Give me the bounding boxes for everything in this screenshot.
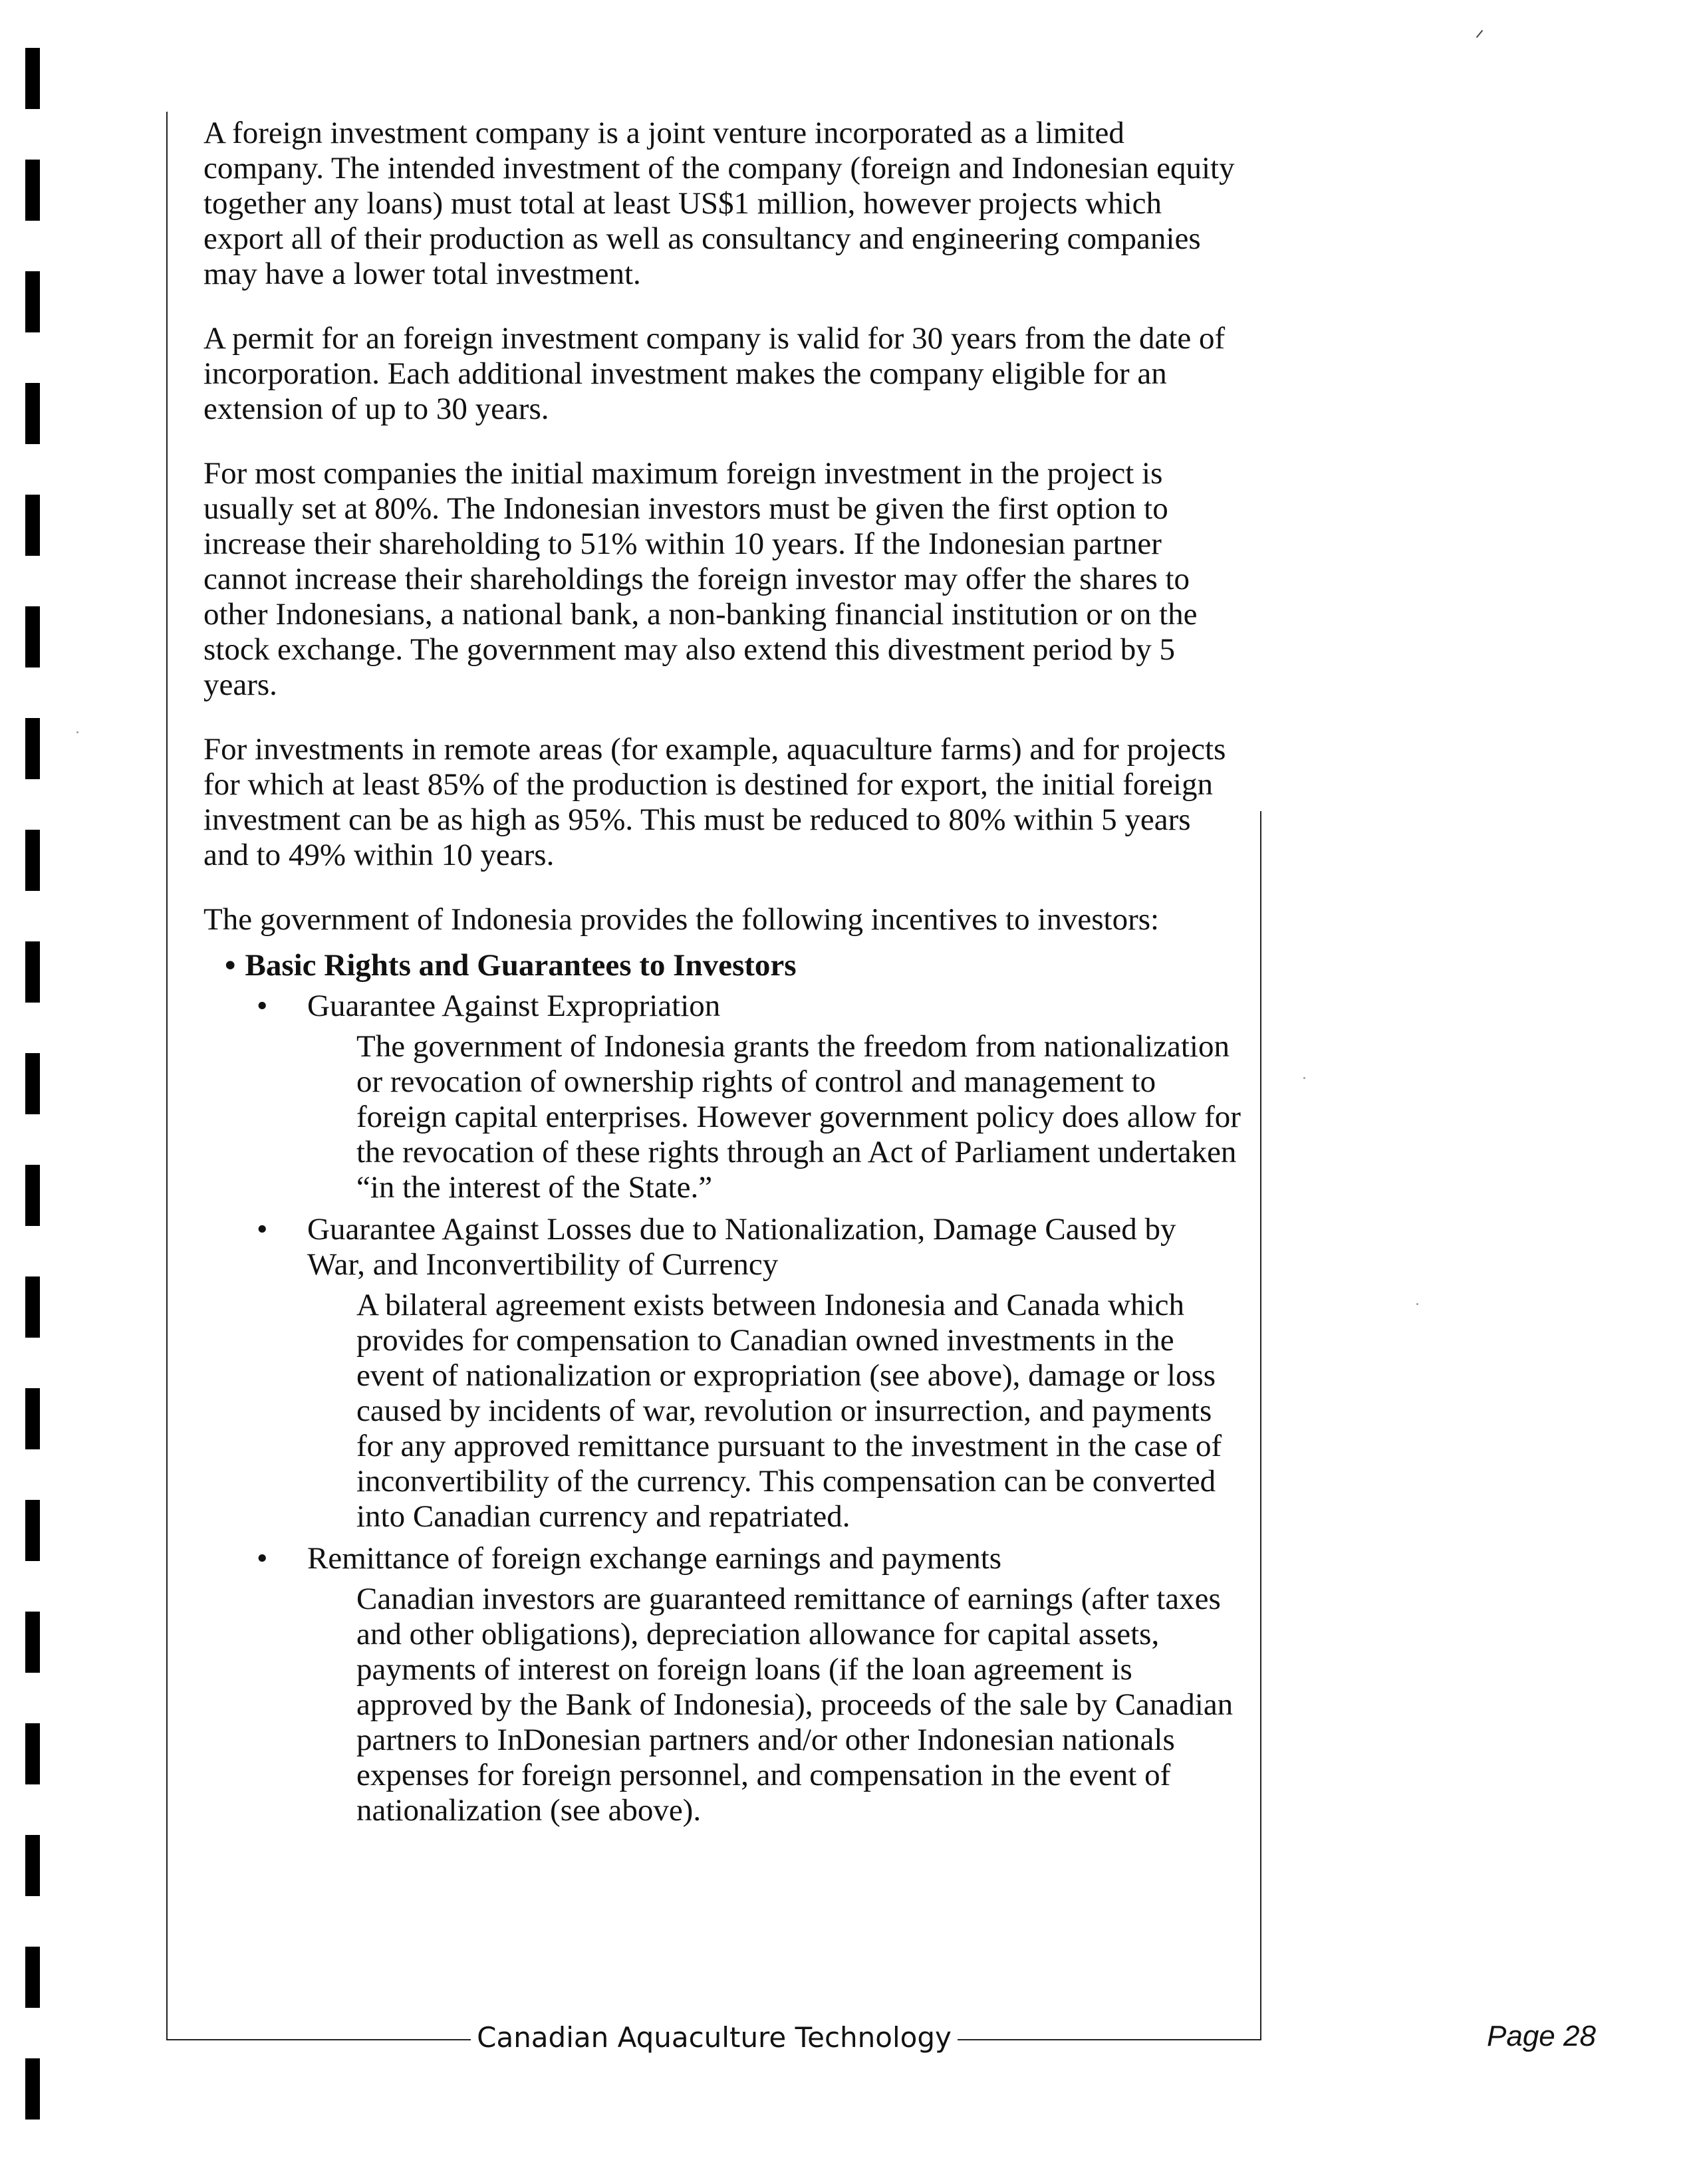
section-heading	[225, 948, 1241, 983]
binding-mark	[25, 941, 40, 1003]
frame-left-rule	[166, 112, 168, 2040]
list-item-title	[257, 1541, 1241, 1576]
paragraph-incentives-intro: The government of Indonesia provides the following incentives to investors:	[203, 902, 1160, 937]
scan-speck	[1303, 1077, 1305, 1079]
frame-right-rule	[1260, 811, 1261, 2040]
scan-speck	[76, 731, 78, 733]
page-number: Page 28	[1487, 2020, 1596, 2052]
binding-mark	[25, 830, 40, 891]
bullet-icon: •	[257, 1541, 268, 1576]
binding-mark	[25, 495, 40, 556]
item-text-losses: A bilateral agreement exists between Indonesia and Canada which provides for compensation to Canadian owned investments in the event of nationalization or expropriation (see above), damage or loss caused by incidents of war, revolution or insurrection, and payments for any approved remittance pursuant to the investment in the case of inconvertibility of the currency. This compensation can be converted into Canadian currency and repatriated.	[356, 1288, 1222, 1534]
item-text-remittance: Canadian investors are guaranteed remittance of earnings (after taxes and other obligations), depreciation allowance for capital assets, payments of interest on foreign loans (if the loan agreement is approved by the Bank of Indonesia), proceeds of the sale by Canadian partners to InDonesian partners and/or other Indonesian nationals expenses for foreign personnel, and compensation in the event of nationalization (see above).	[356, 1582, 1234, 1828]
item-title-remittance: Remittance of foreign exchange earnings and payments	[307, 1541, 1002, 1576]
binding-marks	[25, 0, 40, 2184]
binding-mark	[25, 1053, 40, 1114]
paragraph-joint-venture: A foreign investment company is a joint venture incorporated as a limited company. The intended investment of the company (foreign and Indonesian equity together any loans) must total at least US$1 million, however projects which export all of their production as well as consultancy and engineering companies may have a lower total investment.	[203, 116, 1235, 291]
binding-mark	[25, 1276, 40, 1338]
list-item-title	[257, 989, 1241, 1024]
binding-mark	[25, 1388, 40, 1449]
binding-mark	[25, 1723, 40, 1784]
scan-speck	[1416, 1303, 1418, 1305]
item-title-expropriation: Guarantee Against Expropriation	[307, 989, 721, 1023]
binding-mark	[25, 383, 40, 444]
paragraph-foreign-share: For most companies the initial maximum foreign investment in the project is usually set at 80%. The Indonesian investors must be given the first option to increase their shareholding to 51% within 10 years. If the Indonesian partner cannot increase their shareholdings the foreign investor may offer the shares to other Indonesians, a national bank, a non-banking financial institution or on the stock exchange. The government may also extend this divestment period by 5 years.	[203, 456, 1198, 702]
binding-mark	[25, 271, 40, 332]
binding-mark	[25, 160, 40, 221]
item-text-expropriation: The government of Indonesia grants the freedom from nationalization or revocation of ownership rights of control and management to foreign capital enterprises. However government policy does allow for the revocation of these rights through an Act of Parliament undertaken “in the interest of the State.”	[356, 1029, 1241, 1205]
bullet-icon: •	[257, 989, 268, 1023]
footer-title: Canadian Aquaculture Technology	[477, 2021, 952, 2054]
binding-mark	[25, 1165, 40, 1226]
section-heading-text: Basic Rights and Guarantees to Investors	[245, 948, 797, 983]
binding-mark	[25, 1947, 40, 2008]
list-item-title	[257, 1212, 1241, 1282]
paragraph-permit: A permit for an foreign investment company is valid for 30 years from the date of incorporation. Each additional investment makes the company eligible for an extension of up to 30 years.	[203, 321, 1226, 426]
footer-rule-left	[166, 2039, 471, 2040]
page-body	[203, 116, 1241, 1835]
binding-mark	[25, 2058, 40, 2120]
binding-mark	[25, 1835, 40, 1896]
binding-mark	[25, 1612, 40, 1673]
bullet-icon: •	[257, 1212, 268, 1247]
binding-mark	[25, 1500, 40, 1561]
item-title-losses: Guarantee Against Losses due to Nationalization, Damage Caused by War, and Inconvertibility of Currency	[307, 1212, 1176, 1282]
pen-tick-mark	[1476, 30, 1484, 38]
binding-mark	[25, 606, 40, 667]
binding-mark	[25, 718, 40, 779]
binding-mark	[25, 48, 40, 109]
bullet-icon: •	[225, 948, 236, 983]
paragraph-remote-areas: For investments in remote areas (for example, aquaculture farms) and for projects for which at least 85% of the production is destined for export, the initial foreign investment can be as high as 95%. This must be reduced to 80% within 5 years and to 49% within 10 years.	[203, 732, 1226, 872]
footer-rule-right	[958, 2039, 1261, 2040]
